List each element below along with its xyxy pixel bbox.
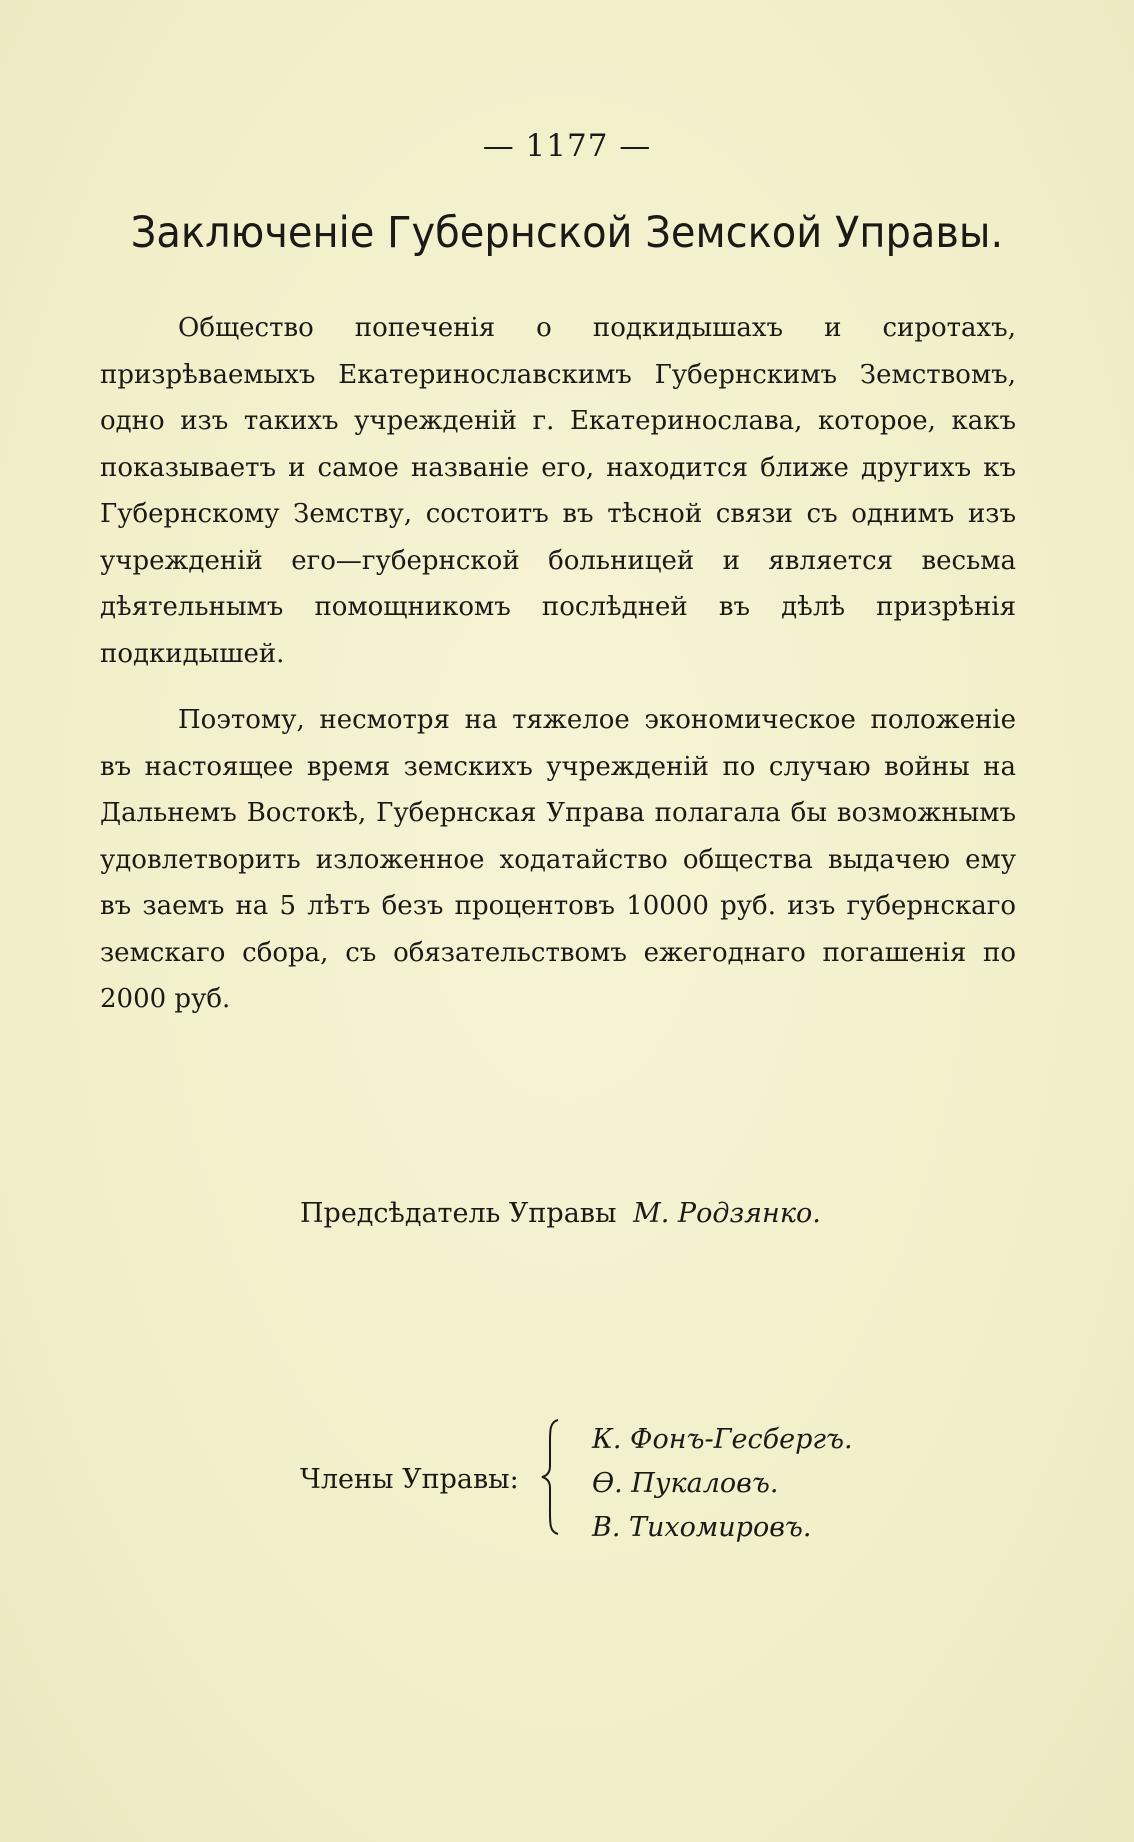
member-name: В. Тихомировъ. bbox=[592, 1512, 812, 1543]
chairman-name: М. Родзянко. bbox=[633, 1198, 821, 1229]
member-name: Ѳ. Пукаловъ. bbox=[592, 1468, 779, 1499]
curly-brace-icon bbox=[540, 1418, 562, 1536]
paragraph-1: Общество попеченiя о подкидышахъ и сиротахъ, призрѣваемыхъ Екатеринославскимъ Губернскимъ Земствомъ, одно изъ такихъ учрежденiй г. Екатеринослава, которое, какъ показываетъ и самое названiе его, находится ближе другихъ къ Губернскому Земству, состоитъ въ тѣсной связи съ однимъ изъ учрежденiй его—губернской больницей и является весьма дѣятельнымъ помощникомъ послѣдней въ дѣлѣ призрѣнiя подкидышей. bbox=[100, 313, 1016, 669]
members-list bbox=[592, 1418, 853, 1550]
page-number: — 1177 — bbox=[482, 128, 652, 164]
member-name: К. Фонъ-Гесбергъ. bbox=[592, 1424, 853, 1455]
chairman-signature bbox=[300, 1198, 821, 1229]
document-title: Заключенiе Губернской Земской Управы. bbox=[130, 208, 1004, 258]
members-label: Члены Управы: bbox=[300, 1464, 519, 1495]
chairman-label: Предсѣдатель Управы bbox=[300, 1198, 617, 1229]
paragraph-2: Поэтому, несмотря на тяжелое экономическое положенiе въ настоящее время земскихъ учрежденiй по случаю войны на Дальнемъ Востокѣ, Губернская Управа полагала бы возможнымъ удовлетворить изложенное ходатайство общества выдачею ему въ заемъ на 5 лѣтъ безъ процентовъ 10000 руб. изъ губернскаго земскаго сбора, съ обязательствомъ ежегоднаго погашенiя по 2000 руб. bbox=[100, 705, 1016, 1014]
